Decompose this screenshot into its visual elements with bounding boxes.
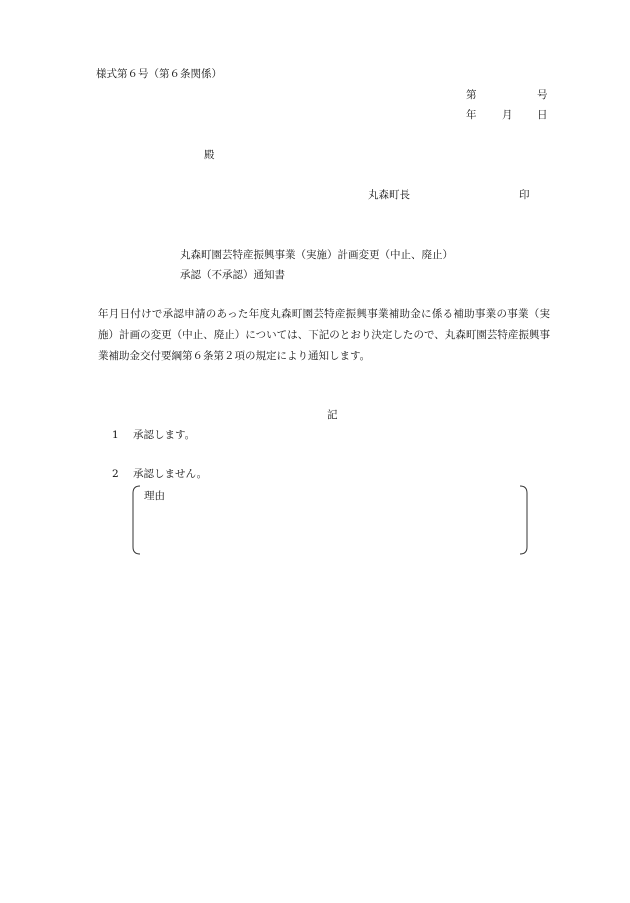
body-year-label: 年: [98, 308, 109, 320]
date-day-label: 日: [537, 109, 548, 121]
form-number: 様式第６号（第６条関係）: [96, 68, 222, 80]
body-day-text: 日付けで承認申請のあった: [119, 308, 249, 320]
bracket-icon: [130, 485, 530, 555]
document-title-line1: 丸森町園芸特産振興事業（実施）計画変更（中止、廃止）: [180, 249, 453, 261]
item1-number: 1: [112, 429, 119, 441]
addressee-suffix: 殿: [204, 149, 215, 161]
document-title-line2: 承認（不承認）通知書: [180, 269, 285, 281]
date-year-label: 年: [466, 109, 477, 121]
issuer-name: 丸森町長: [368, 189, 410, 201]
body-month-label: 月: [108, 308, 120, 320]
body-text: 年度丸森町園芸特産振興事業補助金に係る補助事業の事業（実施）計画の変更（中止、廃止）については、下記のとおり決定したので、丸森町園芸特産振興事業補助金交付要綱第６条第２項の規定により通知します。: [98, 308, 551, 362]
date-month-label: 月: [502, 109, 513, 121]
body-paragraph: [98, 304, 550, 367]
right-bracket: [520, 486, 527, 554]
reason-label: 理由: [144, 490, 165, 502]
left-bracket: [133, 486, 140, 554]
seal-mark: 印: [519, 189, 530, 201]
item2-text: 承認しません。: [133, 468, 208, 480]
doc-number-prefix: 第: [466, 89, 477, 101]
record-heading: 記: [327, 409, 338, 421]
reason-bracket-box: [130, 485, 530, 555]
item1-text: 承認します。: [133, 429, 196, 441]
item2-number: 2: [112, 468, 119, 480]
doc-number-suffix: 号: [537, 89, 548, 101]
